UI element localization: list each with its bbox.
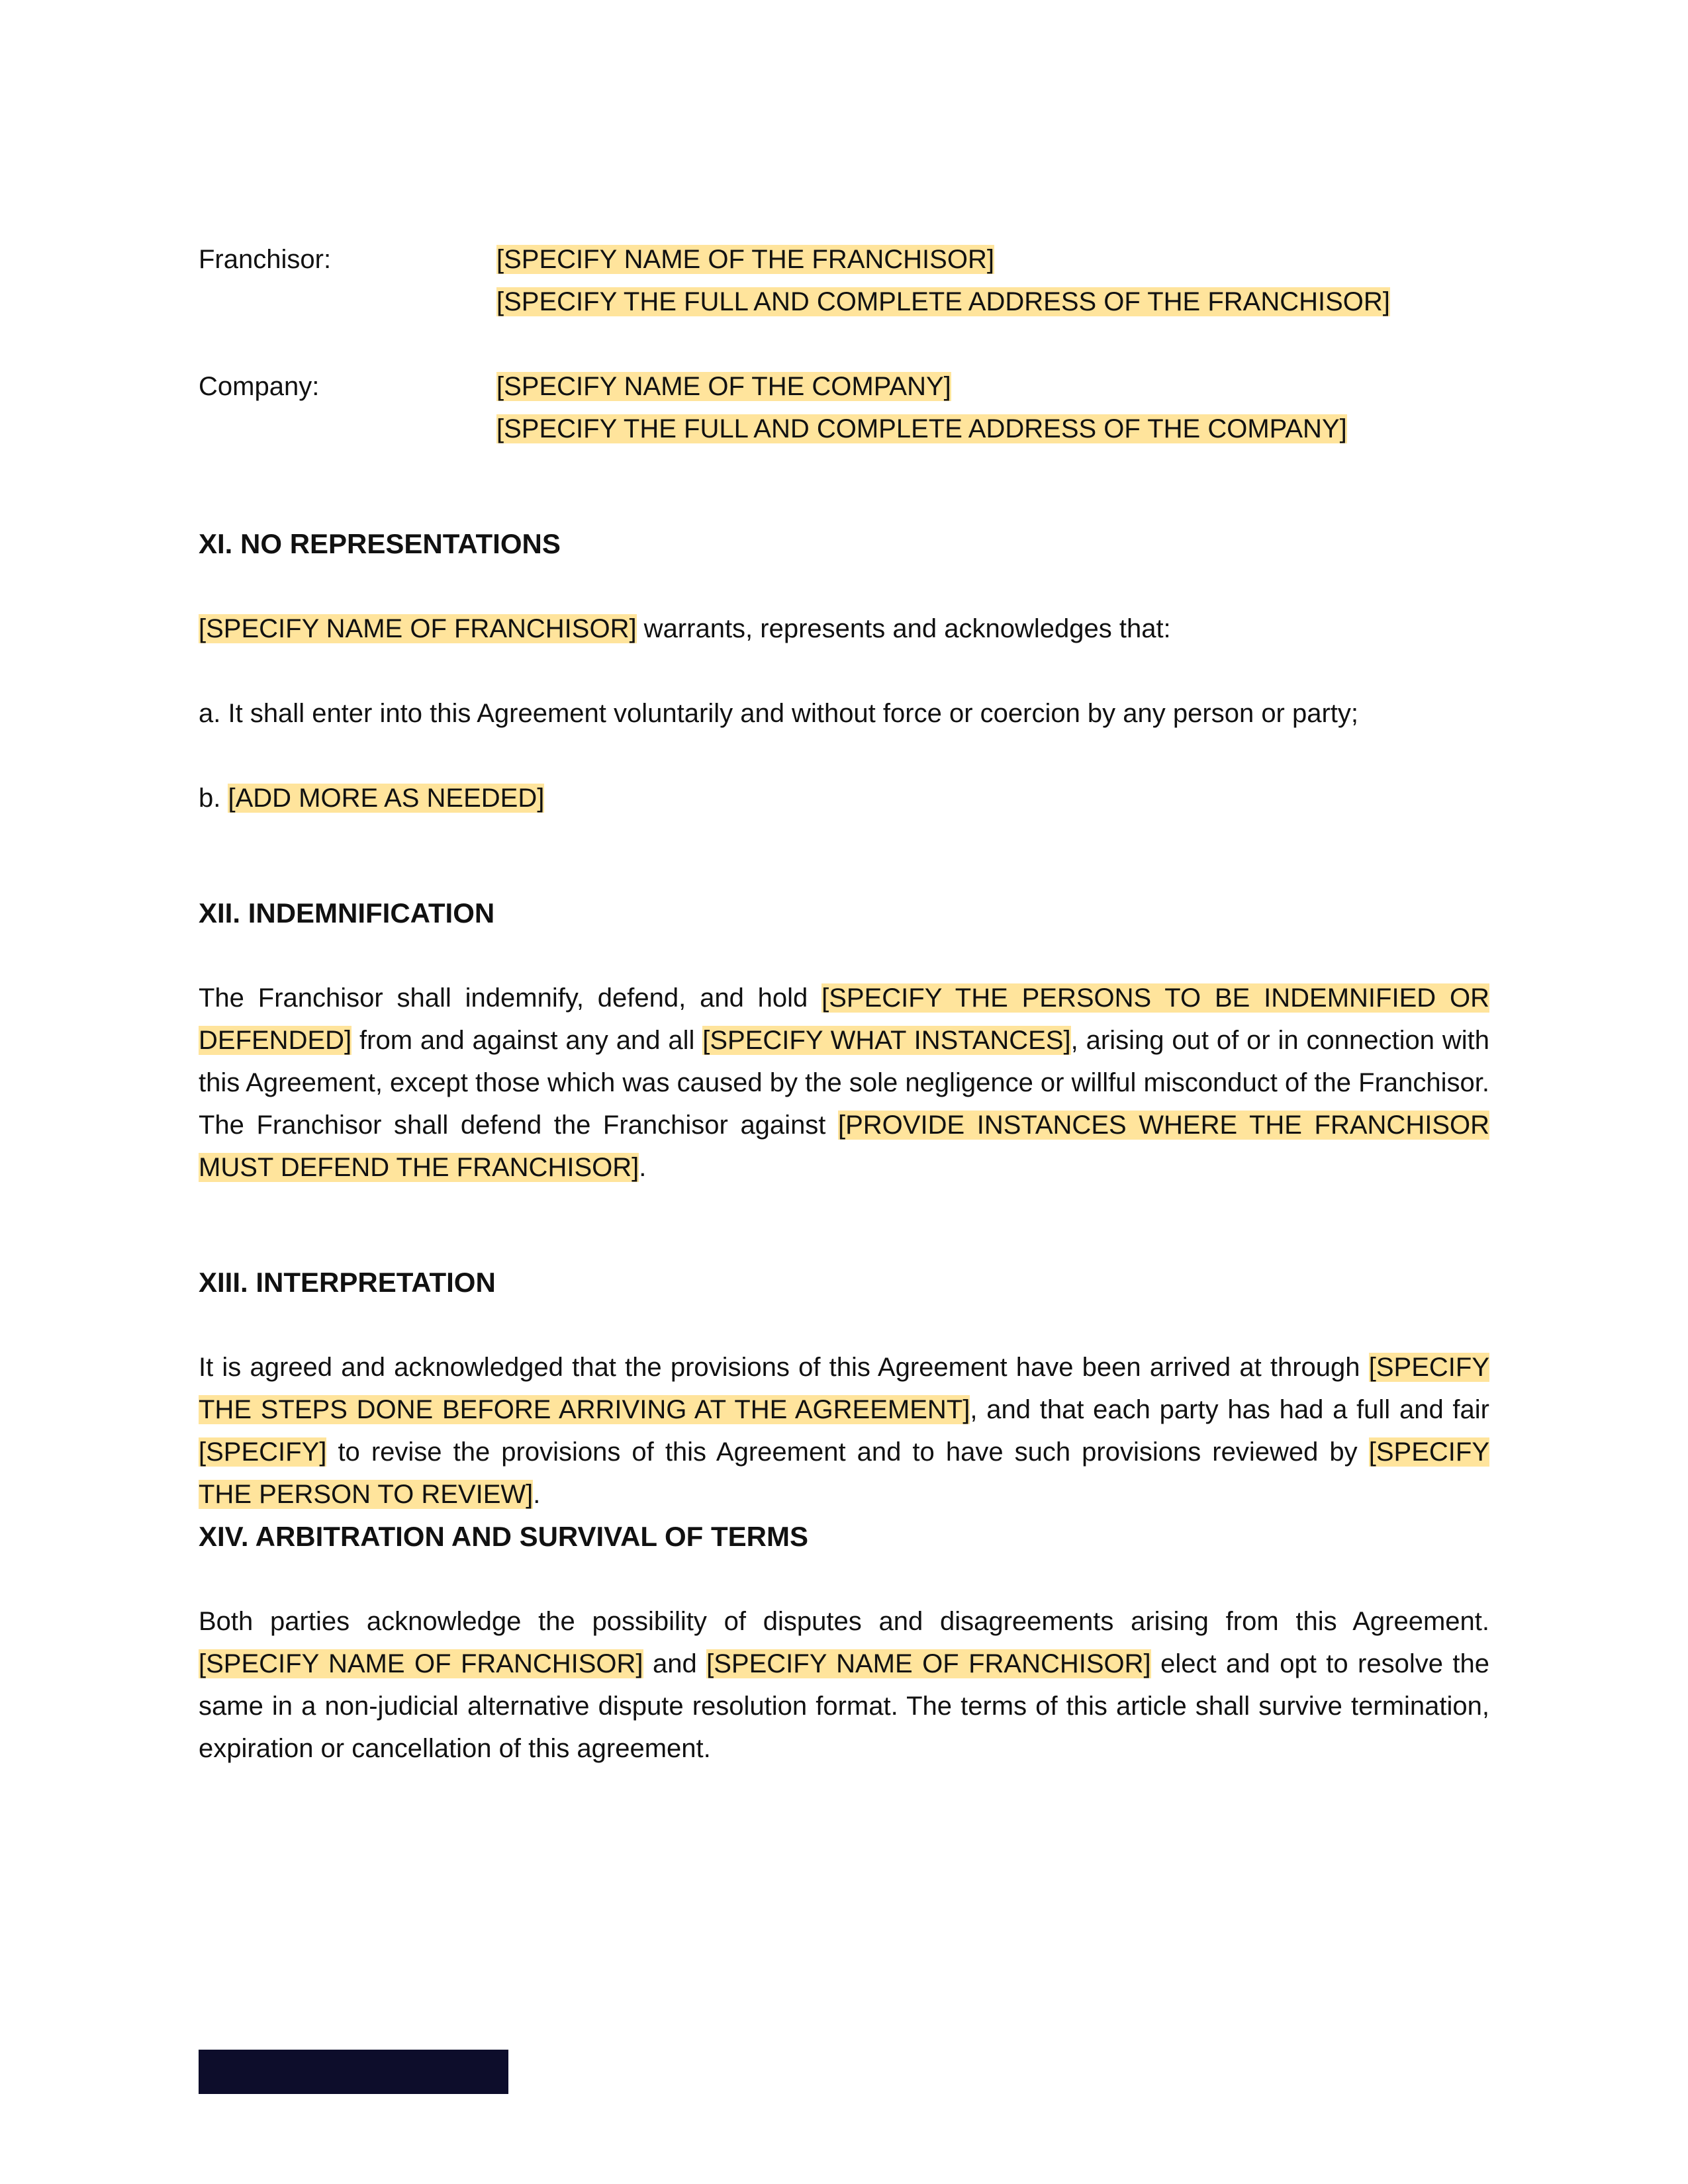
company-address-block [199,365,1489,450]
franchisor-name-placeholder: [SPECIFY NAME OF FRANCHISOR] [199,1649,643,1678]
franchisor-details [496,238,1390,323]
franchisor-label: Franchisor: [199,245,332,274]
reviewer-placeholder: [SPECIFY THE PERSON TO REVIEW] [199,1437,1489,1509]
section-11-heading: XI. NO REPRESENTATIONS [199,528,561,559]
company-address-placeholder: [SPECIFY THE FULL AND COMPLETE ADDRESS OF THE COMPANY] [496,414,1347,443]
section-12-heading: XII. INDEMNIFICATION [199,897,495,929]
section-11-item-b: b. [ADD MORE AS NEEDED] [199,784,545,813]
instances-placeholder: [SPECIFY WHAT INSTANCES] [702,1026,1071,1055]
footer-bar [199,2050,508,2094]
document-page [199,238,1489,1770]
section-12-paragraph: The Franchisor shall indemnify, defend, and hold [SPECIFY THE PERSONS TO BE INDEMNIFIED OR DEFENDED] from and against any and all [SPECIFY WHAT INSTANCES], arising out of or in connection with this Agreement, except those which was caused by the sole negligence or willful misconduct of the Franchisor. The Franchisor shall defend the Franchisor against [PROVIDE INSTANCES WHERE THE FRANCHISOR MUST DEFEND THE FRANCHISOR]. [199,983,1490,1182]
section-14-paragraph: Both parties acknowledge the possibility of disputes and disagreements arising from this Agreement. [SPECIFY NAME OF FRANCHISOR] and [SPECIFY NAME OF FRANCHISOR] elect and opt to resolve the same in a non-judicial alternative dispute resolution format. The terms of this article shall survive termination, expiration or cancellation of this agreement. [199,1607,1490,1763]
franchisor-name-placeholder: [SPECIFY NAME OF FRANCHISOR] [199,614,637,643]
defend-instances-placeholder: [PROVIDE INSTANCES WHERE THE FRANCHISOR MUST DEFEND THE FRANCHISOR] [199,1111,1489,1182]
company-details [496,365,1347,450]
section-11-intro: [SPECIFY NAME OF FRANCHISOR] warrants, represents and acknowledges that: [199,614,1171,643]
steps-placeholder: [SPECIFY THE STEPS DONE BEFORE ARRIVING AT THE AGREEMENT] [199,1353,1489,1424]
franchisor-name-placeholder: [SPECIFY NAME OF THE FRANCHISOR] [496,245,994,274]
add-more-placeholder: [ADD MORE AS NEEDED] [228,784,545,813]
specify-placeholder: [SPECIFY] [199,1437,327,1467]
section-14-heading: XIV. ARBITRATION AND SURVIVAL OF TERMS [199,1521,808,1552]
company-name-placeholder: [SPECIFY NAME OF THE COMPANY] [496,372,951,401]
indemnified-persons-placeholder: [SPECIFY THE PERSONS TO BE INDEMNIFIED OR DEFENDED] [199,983,1489,1055]
franchisor-address-block [199,238,1489,323]
company-label: Company: [199,372,320,401]
franchisor-name-placeholder-2: [SPECIFY NAME OF FRANCHISOR] [706,1649,1151,1678]
franchisor-address-placeholder: [SPECIFY THE FULL AND COMPLETE ADDRESS OF THE FRANCHISOR] [496,287,1390,316]
section-11-item-a: a. It shall enter into this Agreement voluntarily and without force or coercion by any person or party; [199,699,1359,728]
section-13-heading: XIII. INTERPRETATION [199,1267,496,1298]
section-13-paragraph: It is agreed and acknowledged that the provisions of this Agreement have been arrived at through [SPECIFY THE STEPS DONE BEFORE ARRIVING AT THE AGREEMENT], and that each party has had a full and fair [SPECIFY] to revise the provisions of this Agreement and to have such provisions reviewed by [SPECIFY THE PERSON TO REVIEW]. [199,1353,1490,1509]
